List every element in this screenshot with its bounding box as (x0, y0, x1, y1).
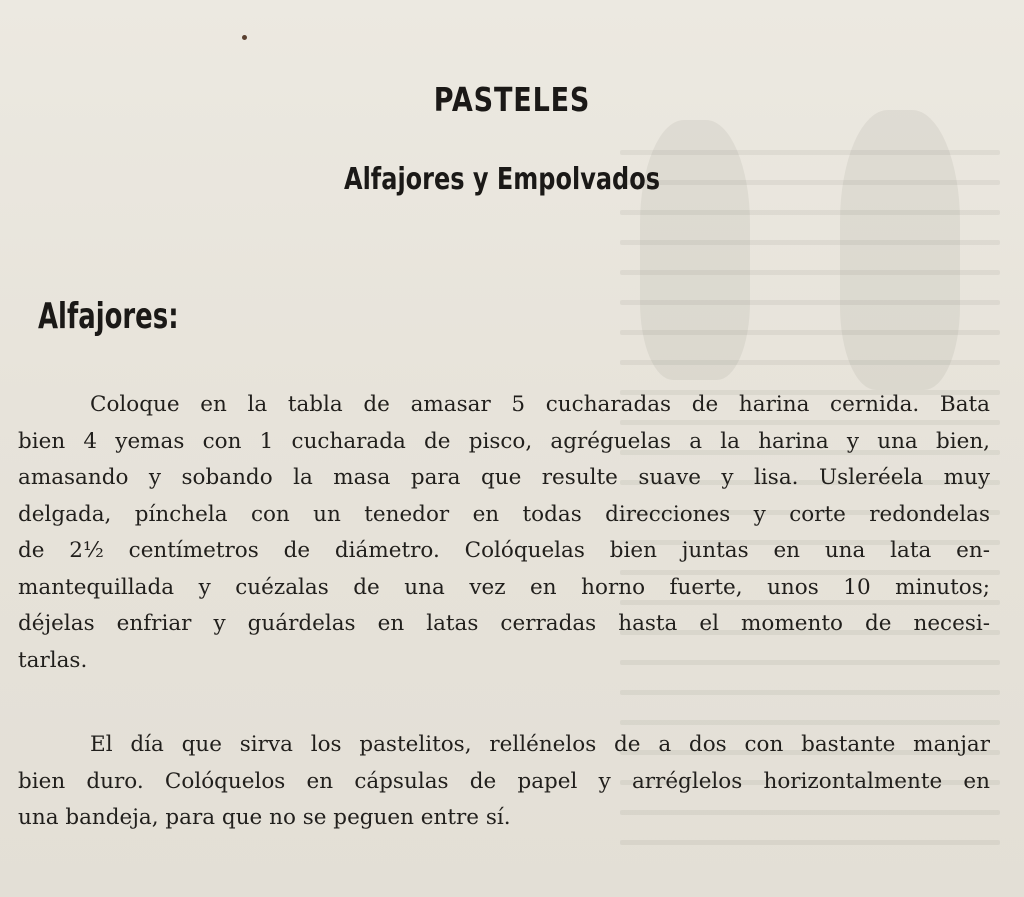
text-line: Coloque en la tabla de amasar 5 cucharadas de harina cernida. Bata (90, 392, 990, 417)
bleed-through-line (620, 210, 1000, 215)
text-line: de 2½ centímetros de diámetro. Colóquelas bien juntas en una lata en- (18, 538, 990, 563)
text-line: tarlas. (18, 647, 88, 673)
recipe-paragraph (18, 727, 990, 837)
text-line: delgada, pínchela con un tenedor en todas direcciones y corte redondelas (18, 501, 990, 527)
bleed-through-line (620, 300, 1000, 305)
paper-speck (242, 35, 247, 40)
bleed-through-line (620, 720, 1000, 725)
text-line: bien 4 yemas con 1 cucharada de pisco, agréguelas a la harina y una bien, (18, 428, 990, 454)
page-subtitle: Alfajores y Empolvados (344, 162, 660, 197)
page-title: PASTELES (433, 80, 591, 119)
bleed-through-line (620, 690, 1000, 695)
text-line: amasando y sobando la masa para que resulte suave y lisa. Usleréela muy (18, 465, 990, 490)
bleed-through-line (620, 840, 1000, 845)
text-line: déjelas enfriar y guárdelas en latas cerradas hasta el momento de necesi- (18, 611, 990, 636)
recipe-paragraph (18, 387, 990, 679)
bleed-through-line (620, 360, 1000, 365)
bleed-through-line (620, 270, 1000, 275)
text-line: mantequillada y cuézalas de una vez en horno fuerte, unos 10 minutos; (18, 574, 990, 600)
text-line: El día que sirva los pastelitos, rellénelos de a dos con bastante manjar (90, 732, 990, 757)
section-heading: Alfajores: (38, 296, 179, 337)
bleed-through-line (620, 150, 1000, 155)
bleed-through-figure (840, 110, 960, 390)
bleed-through-line (620, 240, 1000, 245)
text-line: bien duro. Colóquelos en cápsulas de papel y arréglelos horizontalmente en (18, 768, 990, 794)
bleed-through-figure (640, 120, 750, 380)
bleed-through-line (620, 330, 1000, 335)
text-line: una bandeja, para que no se peguen entre sí. (18, 805, 511, 830)
